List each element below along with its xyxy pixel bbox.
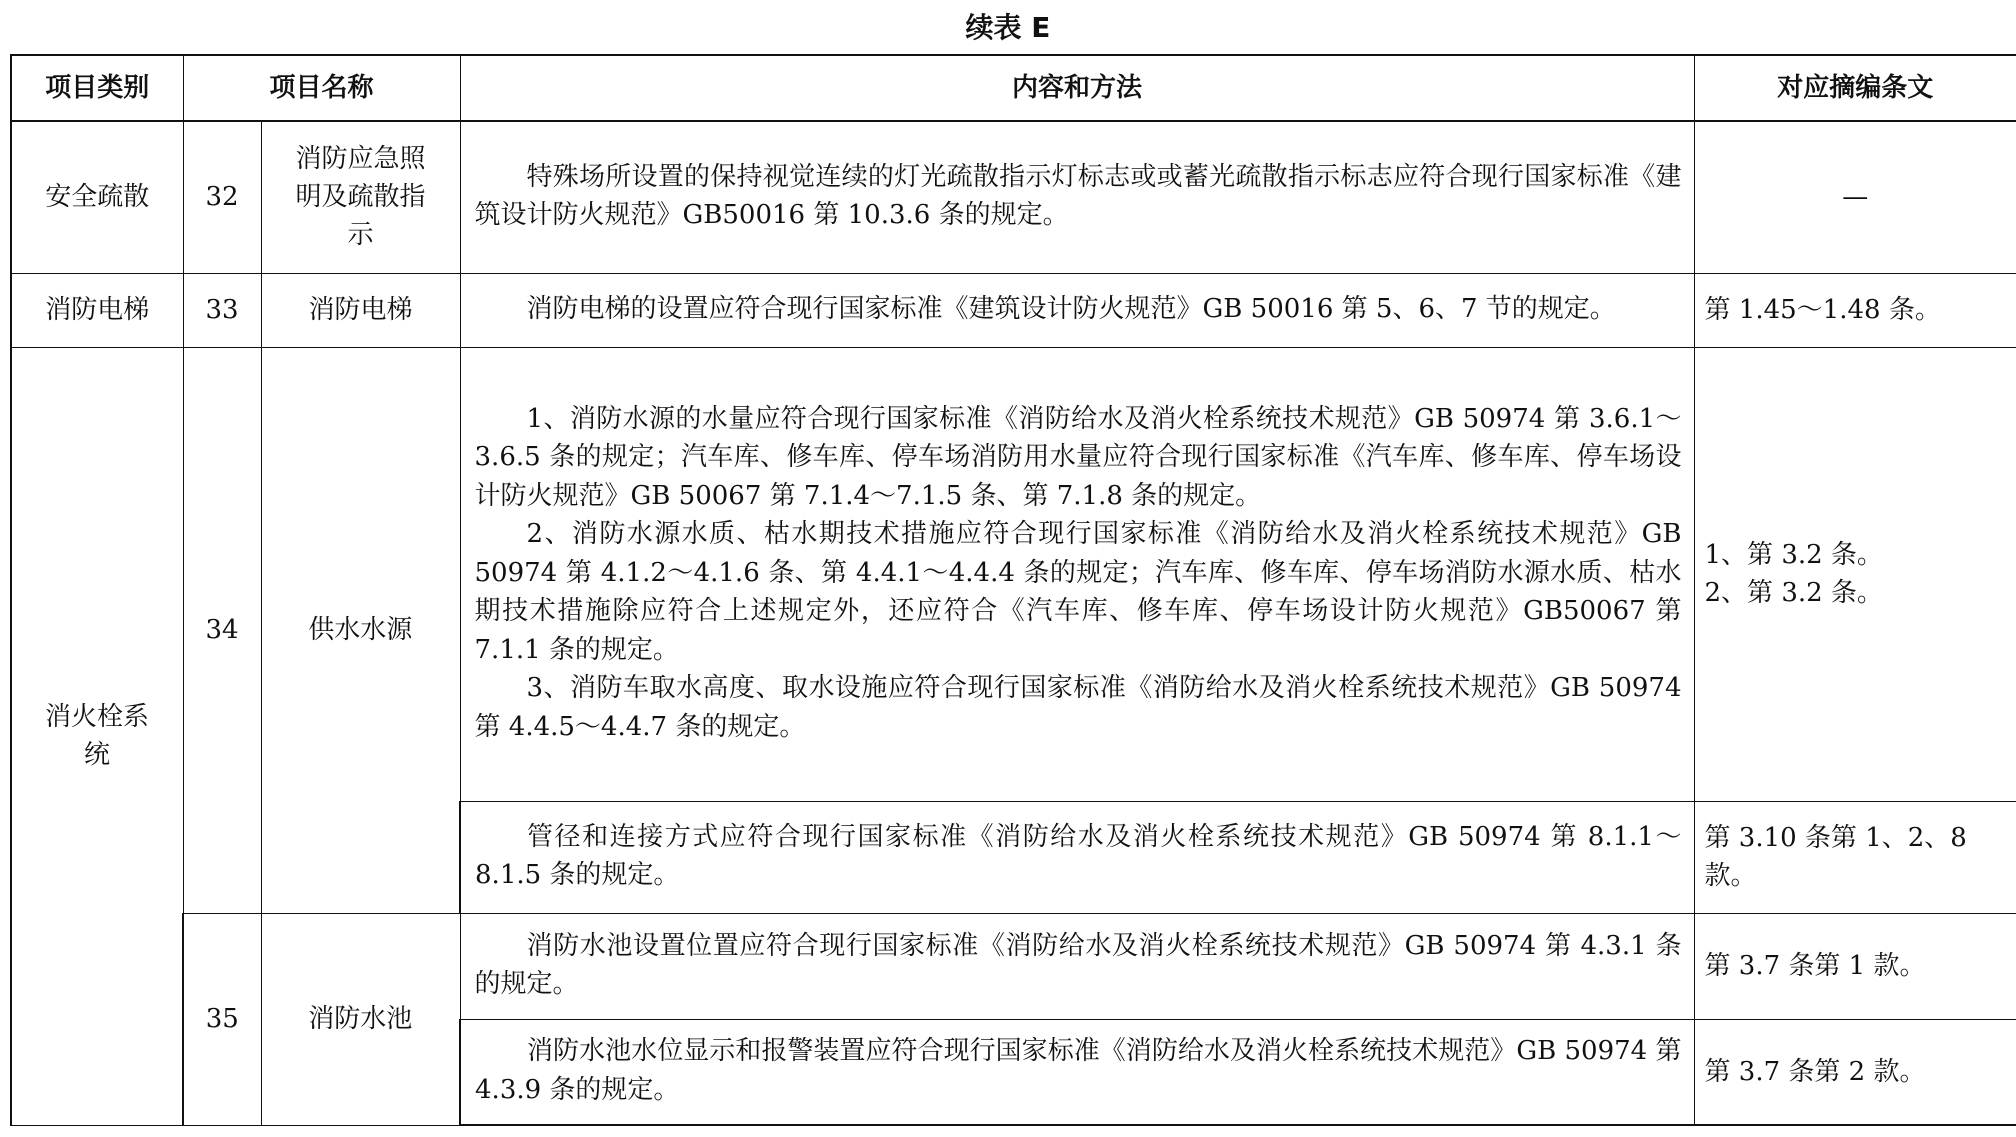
ref-cell: 第 3.10 条第 1、2、8 款。: [1694, 801, 2016, 913]
content-text: 特殊场所设置的保持视觉连续的灯光疏散指示灯标志或或蓄光疏散指示标志应符合现行国家标准《建筑设计防火规范》GB50016 第 10.3.6 条的规定。: [474, 161, 1682, 231]
inspection-table: [10, 54, 2016, 1126]
content-text: 管径和连接方式应符合现行国家标准《消防给水及消火栓系统技术规范》GB 50974 第 8.1.1～8.1.5 条的规定。: [475, 821, 1682, 890]
content-cell: [460, 801, 1694, 913]
table-header-row: [11, 55, 2016, 121]
item-name-cell: 消防水池: [261, 913, 460, 1125]
content-cell: [460, 273, 1694, 347]
content-text: 消防水池设置位置应符合现行国家标准《消防给水及消火栓系统技术规范》GB 50974 第 4.3.1 条的规定。: [474, 930, 1682, 999]
item-number-cell: 33: [183, 273, 261, 347]
table-row: [11, 273, 2016, 347]
ref-cell: 第 3.7 条第 1 款。: [1694, 913, 2016, 1019]
content-text: 消防水池水位显示和报警装置应符合现行国家标准《消防给水及消火栓系统技术规范》GB 50974 第 4.3.9 条的规定。: [475, 1036, 1682, 1105]
table-row: [11, 913, 2016, 1019]
ref-cell: —: [1694, 121, 2016, 273]
category-cell: 安全疏散: [11, 121, 183, 273]
table-row: [11, 347, 2016, 801]
content-paragraph-2: 2、消防水源水质、枯水期技术措施应符合现行国家标准《消防给水及消火栓系统技术规范》GB 50974 第 4.1.2～4.1.6 条、第 4.4.1～4.4.4 条的规定；汽车库、修车库、停车场消防水源水质、枯水期技术措施除应符合上述规定外，还应符合《汽车库、修车库、停车场设计防火规范》GB50067 第 7.1.1 条的规定。: [474, 519, 1682, 665]
content-paragraph-1: 1、消防水源的水量应符合现行国家标准《消防给水及消火栓系统技术规范》GB 50974 第 3.6.1～3.6.5 条的规定；汽车库、修车库、停车场消防用水量应符合现行国家标准《汽车库、修车库、停车场设计防火规范》GB 50067 第 7.1.4～7.1.5 条、第 7.1.8 条的规定。: [474, 403, 1682, 511]
item-number-cell: 35: [183, 913, 261, 1125]
ref-cell: 第 1.45～1.48 条。: [1694, 273, 2016, 347]
content-text: 消防电梯的设置应符合现行国家标准《建筑设计防火规范》GB 50016 第 5、6、7 节的规定。: [526, 293, 1616, 324]
item-number-cell: 32: [183, 121, 261, 273]
ref-cell: [1694, 347, 2016, 801]
content-cell: [460, 1019, 1694, 1125]
header-content: 内容和方法: [460, 55, 1694, 121]
item-name-cell: 消防电梯: [261, 273, 460, 347]
table-row: [11, 121, 2016, 273]
content-paragraph-3: 3、消防车取水高度、取水设施应符合现行国家标准《消防给水及消火栓系统技术规范》GB 50974 第 4.4.5～4.4.7 条的规定。: [474, 673, 1682, 742]
content-cell: [460, 347, 1694, 801]
item-number-cell: 34: [183, 347, 261, 913]
item-name-cell: 供水水源: [261, 347, 460, 913]
header-category: 项目类别: [11, 55, 183, 121]
item-name-cell: 消防应急照明及疏散指示: [261, 121, 460, 273]
content-cell: [460, 121, 1694, 273]
content-cell: [460, 913, 1694, 1019]
ref-line-1: 1、第 3.2 条。: [1704, 539, 1883, 570]
ref-line-2: 2、第 3.2 条。: [1704, 578, 1883, 608]
header-ref: 对应摘编条文: [1694, 55, 2016, 121]
header-name: 项目名称: [183, 55, 460, 121]
ref-cell: 第 3.7 条第 2 款。: [1694, 1019, 2016, 1125]
category-cell: 消火栓系统: [11, 347, 183, 1125]
category-cell: 消防电梯: [11, 273, 183, 347]
table-caption: 续表 E: [965, 11, 1051, 44]
